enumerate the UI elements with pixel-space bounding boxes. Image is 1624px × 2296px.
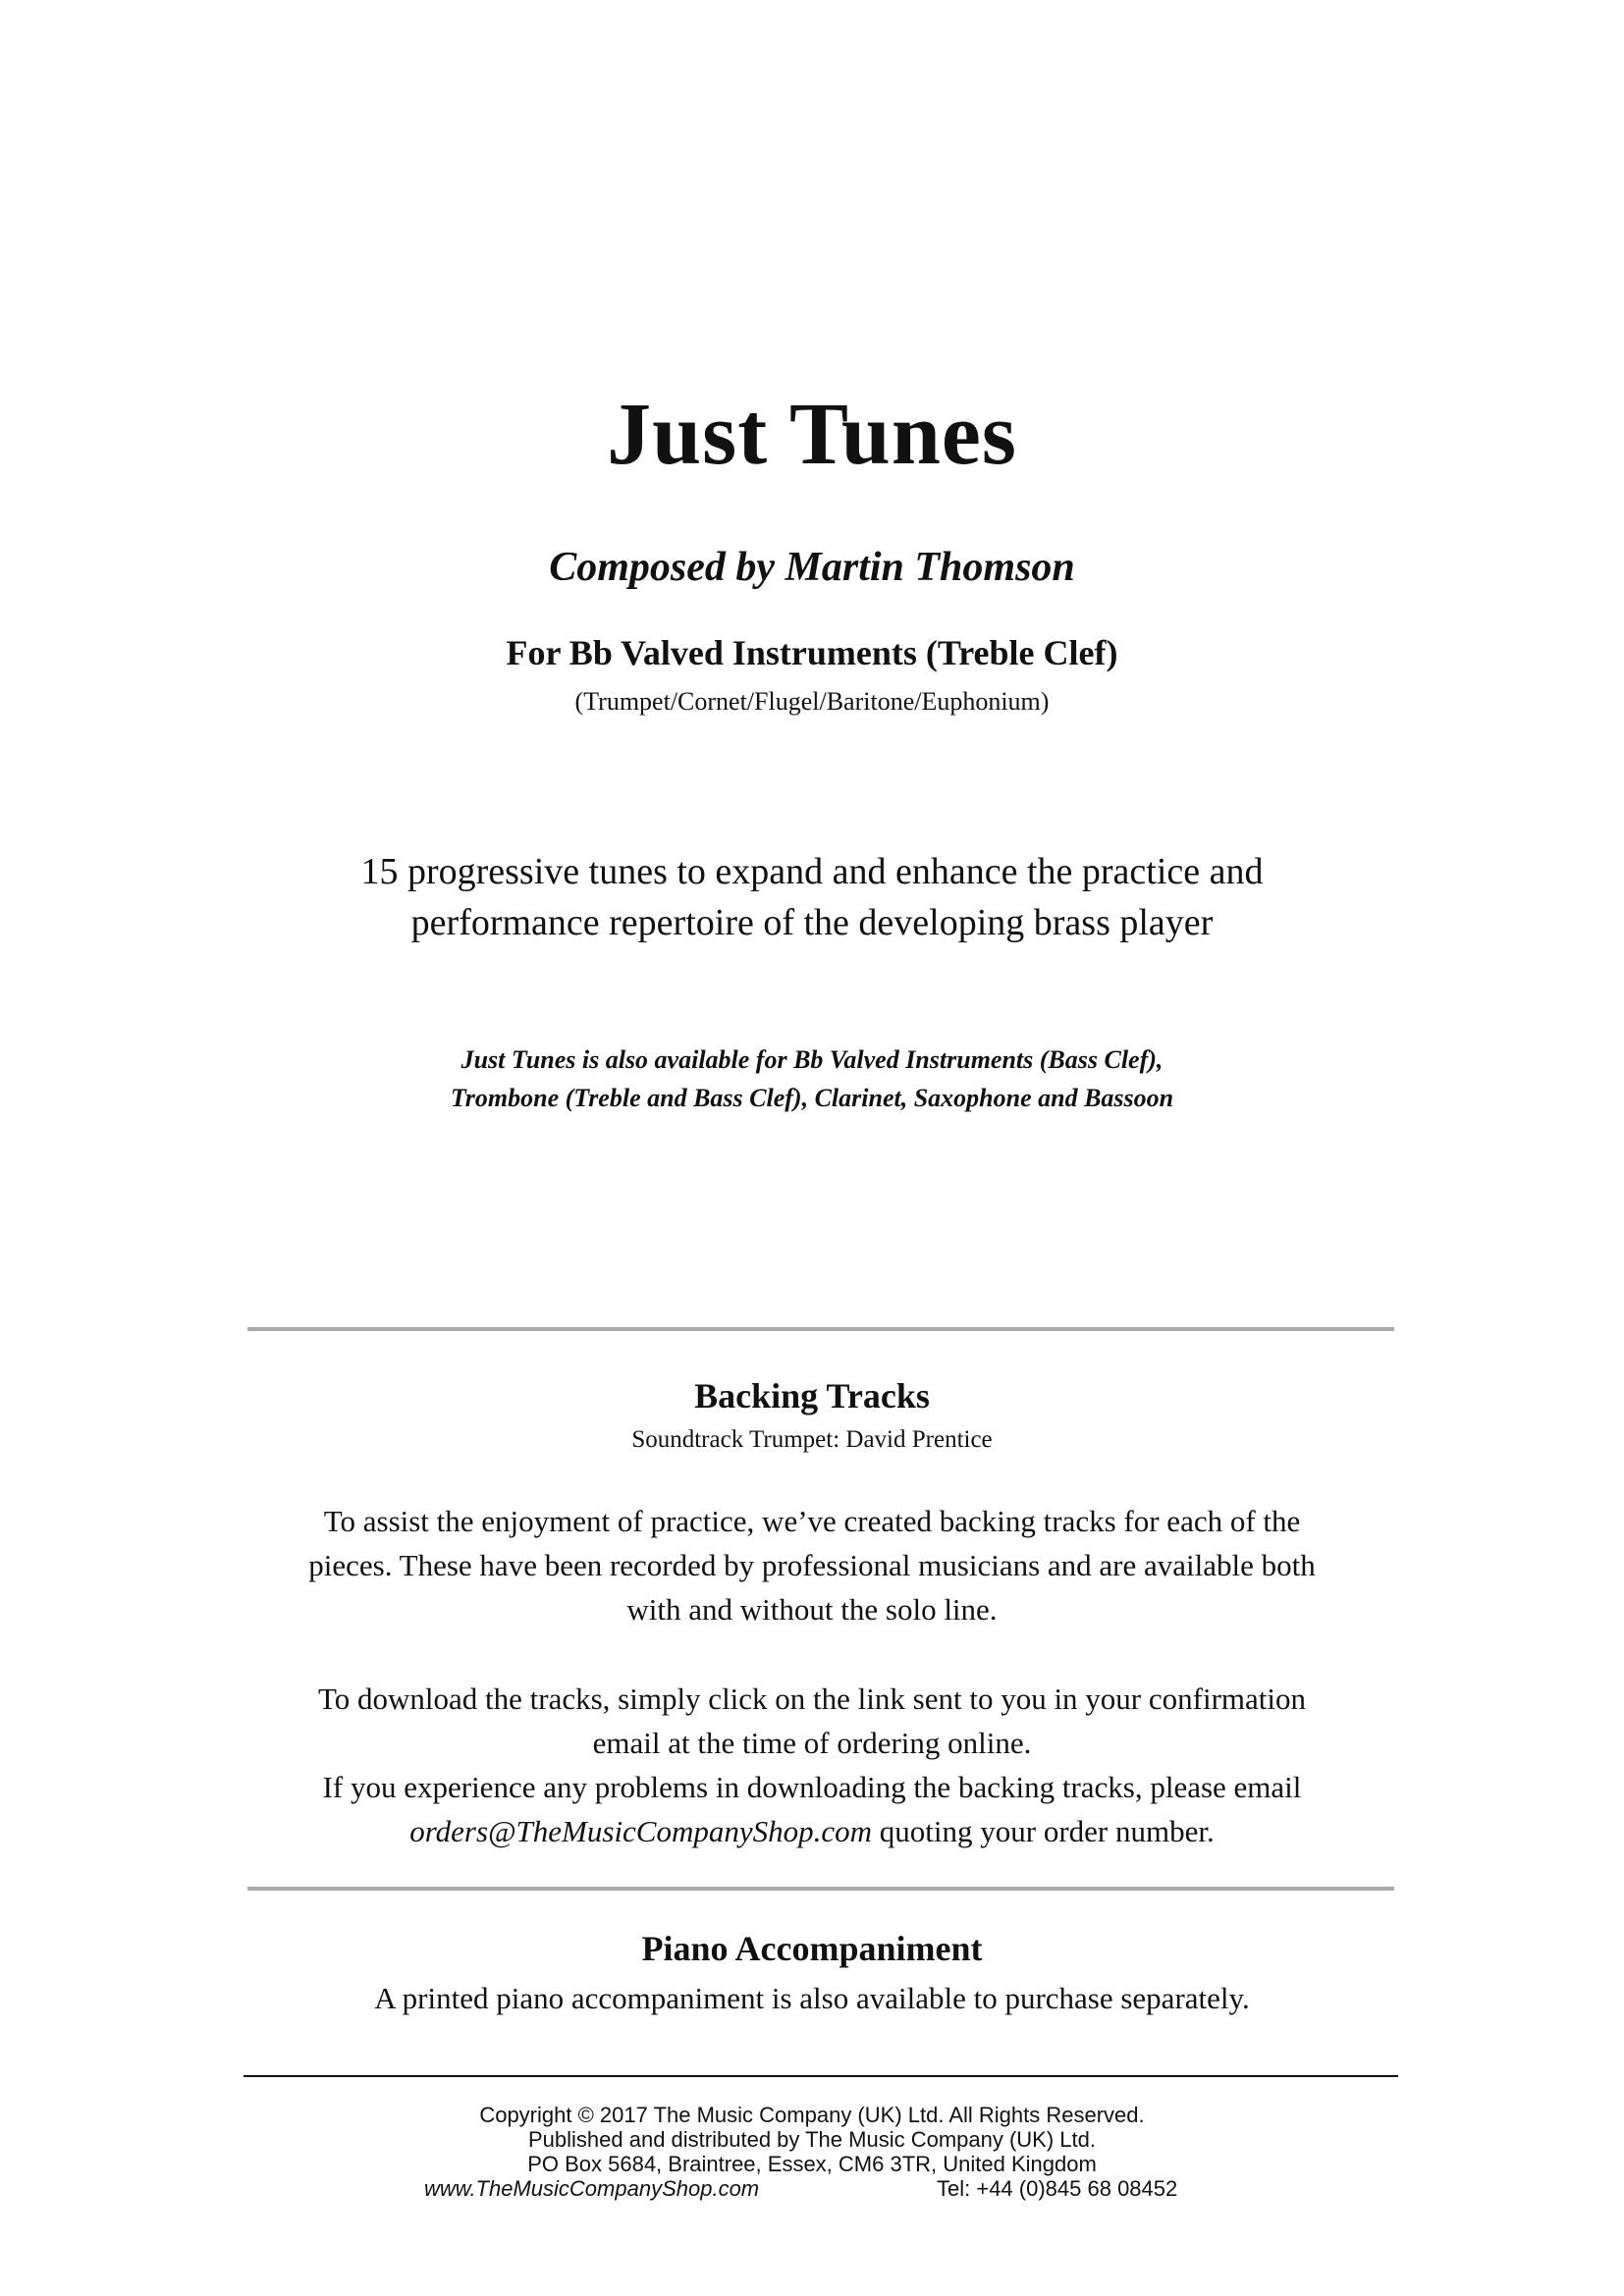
- piano-accompaniment-text: A printed piano accompaniment is also available to purchase separately.: [374, 1981, 1250, 2015]
- divider-rule: [247, 1887, 1394, 1891]
- telephone-number: Tel: +44 (0)845 68 08452: [937, 2176, 1178, 2201]
- book-title: Just Tunes: [607, 386, 1017, 483]
- piano-accompaniment-heading: Piano Accompaniment: [641, 1929, 983, 1968]
- blurb-line: performance repertoire of the developing brass player: [410, 902, 1214, 943]
- instrument-list: (Trumpet/Cornet/Flugel/Baritone/Euphonium): [574, 687, 1050, 716]
- paragraph-line: To download the tracks, simply click on the link sent to you in your confirmation: [317, 1682, 1307, 1716]
- paragraph-line: email at the time of ordering online.: [592, 1726, 1032, 1760]
- also-available-note: [0, 1041, 1624, 1117]
- backing-tracks-heading: Backing Tracks: [694, 1376, 930, 1415]
- instrumentation-heading: For Bb Valved Instruments (Treble Clef): [506, 633, 1118, 672]
- blurb-line: 15 progressive tunes to expand and enhance the practice and: [360, 851, 1264, 892]
- email-line-suffix: quoting your order number.: [872, 1814, 1215, 1848]
- publisher-line: Published and distributed by The Music Company (UK) Ltd.: [528, 2127, 1096, 2152]
- copyright-line: Copyright © 2017 The Music Company (UK) Ltd. All Rights Reserved.: [479, 2103, 1145, 2127]
- description-blurb: [0, 846, 1624, 948]
- website-link[interactable]: www.TheMusicCompanyShop.com: [424, 2176, 760, 2201]
- paragraph-line: with and without the solo line.: [626, 1592, 998, 1627]
- also-available-line: Trombone (Treble and Bass Clef), Clarinet, Saxophone and Bassoon: [450, 1084, 1174, 1112]
- download-instructions: [0, 1677, 1624, 1853]
- paragraph-line: If you experience any problems in downloading the backing tracks, please email: [322, 1770, 1302, 1804]
- paragraph-line: To assist the enjoyment of practice, we’ve created backing tracks for each of the: [323, 1504, 1301, 1538]
- support-email-link[interactable]: orders@TheMusicCompanyShop.com: [409, 1814, 873, 1848]
- backing-tracks-description: [0, 1499, 1624, 1631]
- backing-tracks-credit: Soundtrack Trumpet: David Prentice: [631, 1426, 993, 1453]
- paragraph-line: [0, 1809, 1624, 1853]
- divider-rule: [247, 1327, 1394, 1331]
- also-available-line: Just Tunes is also available for Bb Valved Instruments (Bass Clef),: [460, 1045, 1164, 1074]
- composer-credit: Composed by Martin Thomson: [549, 545, 1075, 590]
- publisher-footer: [0, 2103, 1624, 2176]
- footer-rule: [244, 2075, 1398, 2077]
- paragraph-line: pieces. These have been recorded by professional musicians and are available both: [308, 1548, 1316, 1582]
- address-line: PO Box 5684, Braintree, Essex, CM6 3TR, United Kingdom: [527, 2152, 1097, 2176]
